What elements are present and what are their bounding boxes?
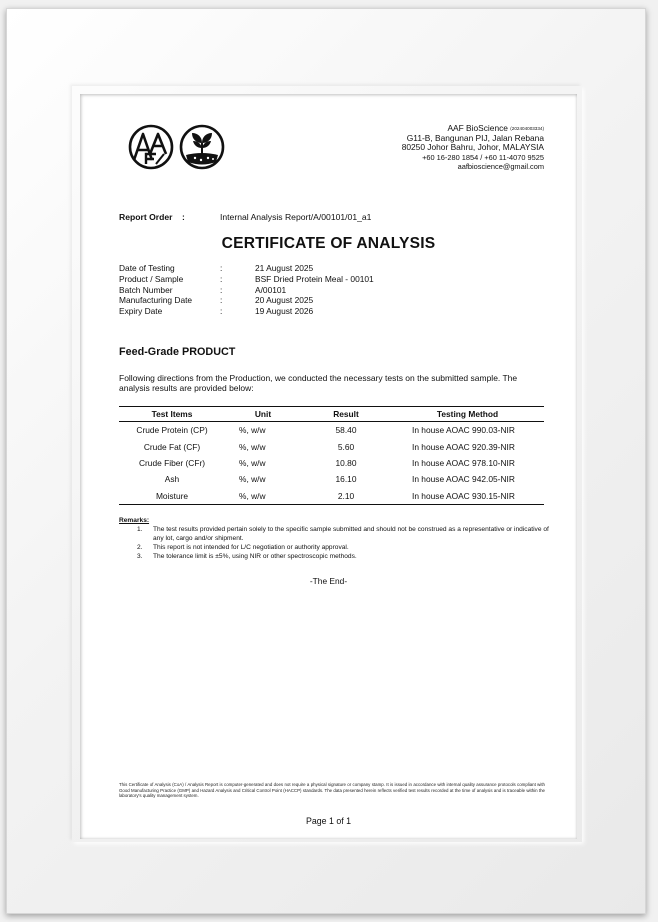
cell-test-item: Ash (164, 474, 180, 485)
info-colon: : (220, 284, 223, 295)
report-order-label: Report Order (119, 212, 173, 222)
remark-number: 1. (137, 525, 143, 533)
cell-test-item: Crude Protein (CP) (136, 425, 208, 436)
info-value: 19 August 2026 (255, 306, 314, 317)
cell-test-item: Crude Fiber (CFr) (138, 457, 206, 468)
company-phone: +60 16-280 1854 / +60 11-4070 9525 (422, 152, 544, 162)
info-label: Manufacturing Date (119, 295, 193, 306)
report-order-value: Internal Analysis Report/A/00101/01_a1 (220, 212, 372, 222)
cell-method: In house AOAC 942.05-NIR (412, 474, 515, 485)
info-value: A/00101 (255, 284, 287, 295)
company-name: AAF BioScience (447, 123, 508, 133)
cell-unit: %, w/w (239, 425, 266, 436)
info-row (119, 274, 374, 285)
info-value: BSF Dried Protein Meal - 00101 (255, 273, 374, 284)
remark-number: 3. (137, 552, 143, 560)
cell-test-item: Moisture (119, 488, 225, 505)
cell-method: In house AOAC 990.03-NIR (412, 425, 515, 436)
company-logo (128, 124, 226, 170)
info-value: 20 August 2025 (255, 295, 314, 306)
cell-unit: %, w/w (239, 474, 266, 485)
cell-result: 5.60 (337, 441, 355, 452)
company-info (402, 124, 544, 172)
cell-result: 58.40 (335, 425, 357, 436)
info-row (119, 306, 374, 317)
table-row (119, 422, 544, 439)
page-number: Page 1 of 1 (306, 816, 351, 826)
header-testing-method: Testing Method (391, 407, 544, 422)
table-row (119, 438, 544, 454)
sample-info (119, 263, 374, 317)
intro-paragraph: Following directions from the Production, we conducted the necessary tests on the submitted sample. The analysis results are provided below: (119, 373, 518, 394)
info-colon: : (220, 295, 223, 306)
info-value: 21 August 2025 (255, 263, 314, 273)
document-title: CERTIFICATE OF ANALYSIS (221, 235, 436, 252)
cell-unit: %, w/w (239, 441, 266, 452)
plant-sprout-icon (181, 126, 223, 168)
cell-test-item: Crude Fat (CF) (143, 441, 201, 452)
info-colon: : (220, 263, 223, 273)
cell-unit: %, w/w (225, 488, 301, 505)
header-unit: Unit (225, 407, 301, 422)
remark-item (119, 544, 549, 553)
info-row (119, 285, 374, 296)
report-order (119, 212, 371, 222)
info-label: Product / Sample (119, 273, 184, 284)
remark-number: 2. (137, 543, 143, 551)
company-address-line1: G11-B, Bangunan PIJ, Jalan Rebana (406, 132, 544, 143)
header-result: Result (301, 407, 391, 422)
info-label: Expiry Date (119, 306, 163, 317)
table-row (119, 455, 544, 471)
info-colon: : (220, 273, 223, 284)
table-row (119, 488, 544, 505)
company-registration: (202404003334) (510, 126, 544, 131)
cell-result: 16.10 (335, 474, 357, 485)
end-marker: -The End- (309, 576, 348, 586)
header-test-items: Test Items (119, 407, 225, 422)
info-label: Batch Number (119, 284, 173, 295)
remarks-heading: Remarks: (119, 517, 150, 524)
info-row (119, 263, 374, 274)
cell-method: In house AOAC 978.10-NIR (412, 457, 515, 468)
cell-unit: %, w/w (239, 457, 266, 468)
company-email: aafbioscience@gmail.com (457, 162, 544, 172)
info-label: Date of Testing (119, 263, 175, 273)
remark-item (119, 526, 549, 544)
aaf-monogram-icon (130, 126, 172, 168)
table-row (119, 471, 544, 487)
remark-item (119, 553, 549, 562)
section-title: Feed-Grade PRODUCT (119, 346, 236, 358)
cell-method: In house AOAC 920.39-NIR (412, 441, 515, 452)
report-order-colon: : (182, 212, 185, 222)
cell-method: In house AOAC 930.15-NIR (391, 488, 544, 505)
remark-text: The tolerance limit is ±5%, using NIR or other spectroscopic methods. (153, 552, 357, 560)
cell-result: 10.80 (335, 457, 357, 468)
table-header-row (119, 407, 544, 422)
company-address-line2: 80250 Johor Bahru, Johor, MALAYSIA (401, 142, 544, 153)
remarks (119, 517, 549, 562)
info-row (119, 295, 374, 306)
cell-result: 2.10 (301, 488, 391, 505)
info-colon: : (220, 306, 223, 317)
results-table (119, 406, 544, 505)
remark-text: This report is not intended for L/C negotiation or authority approval. (153, 543, 349, 551)
remark-text: The test results provided pertain solely to the specific sample submitted and should not be construed as a representative or indicative of any lot, cargo and/or shipment. (153, 525, 549, 542)
disclaimer: This Certificate of Analysis (CoA) / Analysis Report is computer-generated and does not require a physical signature or company stamp. It is issued in accordance with internal quality assurance protocols compliant with Good Manufacturing Practice (GMP) and Hazard Analysis and Critical Control Point (HACCP) standards. The data presented herein reflects verified test results recorded at the time of analysis and is traceable within the laboratory's quality management system. (119, 782, 545, 799)
